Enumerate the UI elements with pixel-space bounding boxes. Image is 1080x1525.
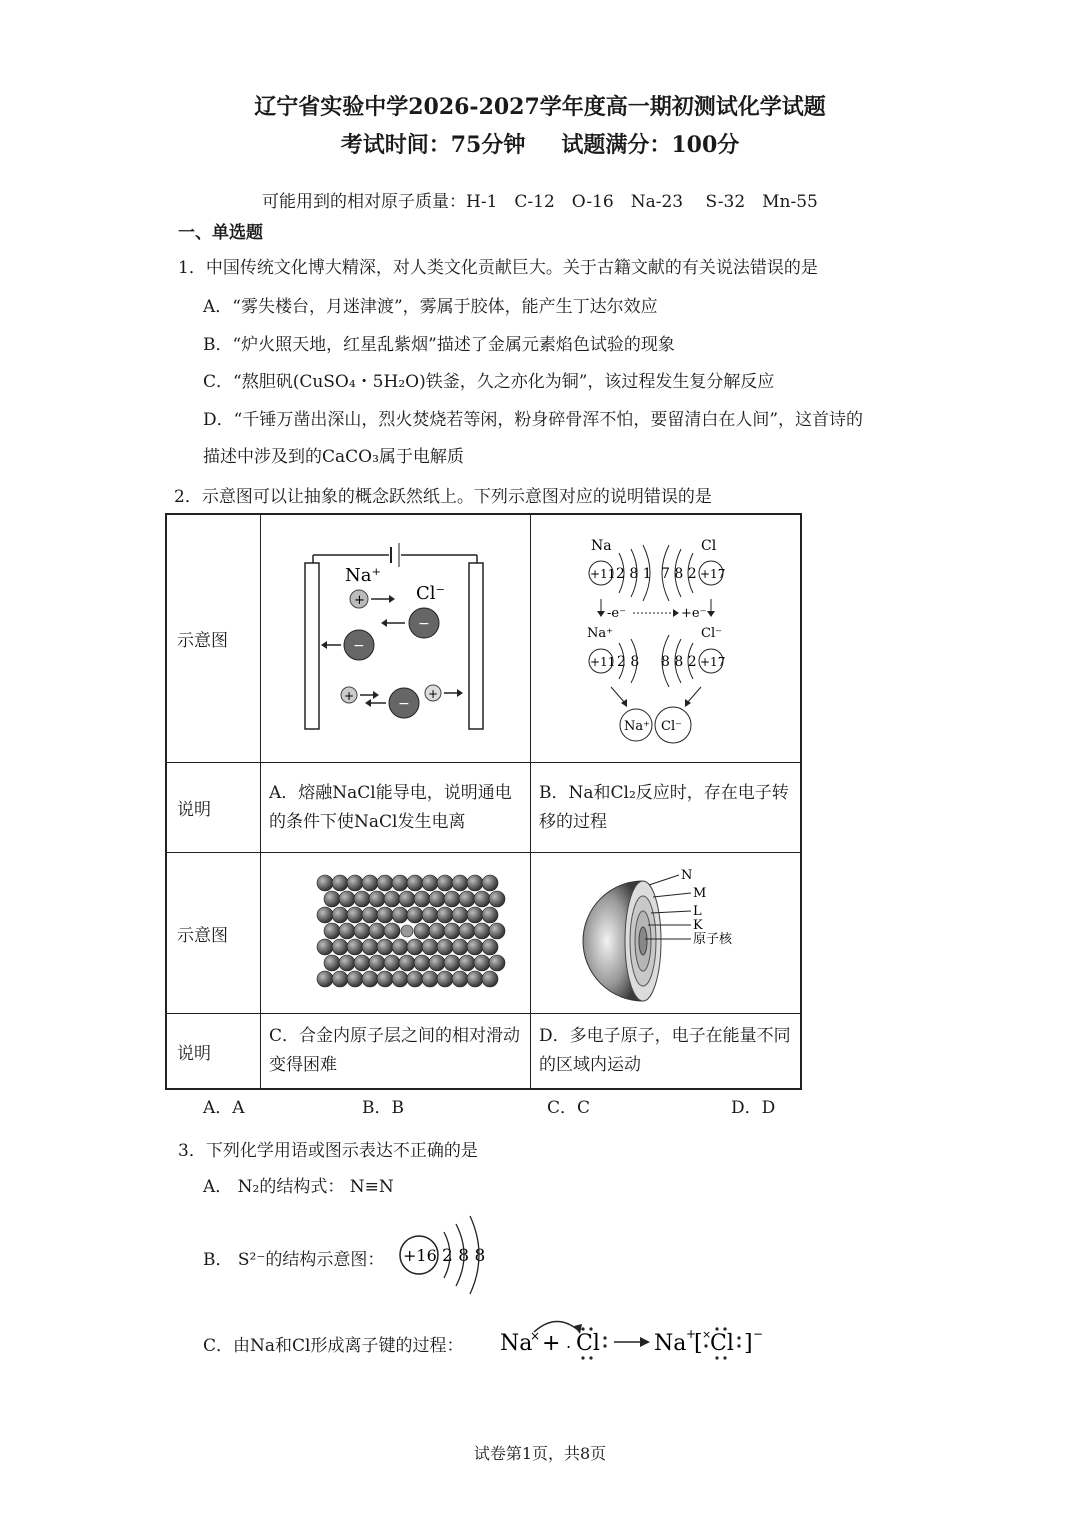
lattice-atom	[392, 907, 408, 923]
lattice-atom	[369, 923, 385, 939]
exam-subtitle	[0, 128, 1080, 159]
svg-text:+: +	[428, 687, 439, 701]
ionic-bond-formation	[496, 1312, 766, 1368]
n2-structural-formula: N≡N	[349, 1177, 394, 1197]
svg-text:Cl⁻: Cl⁻	[661, 719, 682, 734]
q3-option-c-label: C．由Na和Cl形成离子键的过程：	[203, 1336, 464, 1356]
q2-choice-c: C．C	[547, 1098, 591, 1118]
lattice-atom	[317, 971, 333, 987]
svg-text:−: −	[418, 616, 430, 632]
electron-transfer-diagram	[531, 517, 781, 760]
q1-option-d-cont: 描述中涉及到的CaCO₃属于电解质	[203, 447, 464, 467]
lattice-atom	[347, 907, 363, 923]
lattice-atom	[399, 955, 415, 971]
lattice-atom	[317, 875, 333, 891]
reactant-cl: Cl	[576, 1331, 600, 1356]
lattice-atom	[401, 925, 413, 937]
lattice-atom	[459, 955, 475, 971]
lattice-atom	[347, 971, 363, 987]
lattice-atom	[347, 939, 363, 955]
svg-text:.: .	[566, 1333, 572, 1352]
lattice-atom	[384, 923, 400, 939]
q2-choice-a: A．A	[203, 1098, 245, 1118]
lattice-atom	[377, 971, 393, 987]
diagram-d	[531, 853, 802, 1014]
svg-text:×: ×	[702, 1328, 712, 1341]
lattice-atom	[332, 907, 348, 923]
cl-atom-label: Cl	[701, 538, 717, 554]
svg-text:×: ×	[530, 1329, 541, 1343]
row-label-diagram-2: 示意图	[166, 853, 261, 1014]
lattice-atom	[369, 955, 385, 971]
lattice-atom	[482, 907, 498, 923]
lattice-atom	[474, 891, 490, 907]
lattice-atom	[444, 923, 460, 939]
lattice-atom	[362, 875, 378, 891]
lattice-atom	[377, 907, 393, 923]
lattice-atom	[339, 891, 355, 907]
lattice-atom	[354, 955, 370, 971]
q1-option-b: B．“炉火照天地，红星乱紫烟”描述了金属元素焰色试验的现象	[203, 335, 675, 355]
desc-d: D．多电子原子，电子在能量不同的区域内运动	[531, 1014, 802, 1090]
lattice-atom	[452, 971, 468, 987]
svg-text:+11: +11	[590, 655, 616, 669]
lattice-atom	[414, 891, 430, 907]
lattice-atom	[422, 907, 438, 923]
lattice-atom	[489, 955, 505, 971]
lattice-atom	[339, 955, 355, 971]
q2-choice-b: B．B	[362, 1098, 404, 1118]
lattice-atom	[467, 875, 483, 891]
diagram-a	[261, 514, 531, 763]
lattice-atom	[474, 955, 490, 971]
lattice-atom	[437, 939, 453, 955]
lattice-atom	[407, 971, 423, 987]
q1-option-c: C．“熬胆矾(CuSO₄・5H₂O)铁釜，久之亦化为铜”，该过程发生复分解反应	[203, 372, 775, 392]
svg-text:]: ]	[744, 1331, 753, 1356]
svg-text:−: −	[753, 1327, 764, 1341]
desc-c: C．合金内原子层之间的相对滑动变得困难	[261, 1014, 531, 1090]
desc-a: A．熔融NaCl能导电，说明通电的条件下使NaCl发生电离	[261, 763, 531, 853]
lattice-atom	[354, 923, 370, 939]
svg-text:-e⁻: -e⁻	[607, 606, 626, 621]
lattice-atom	[429, 955, 445, 971]
q2-stem: 2．示意图可以让抽象的概念跃然纸上。下列示意图对应的说明错误的是	[174, 487, 712, 507]
lattice-atom	[489, 923, 505, 939]
lattice-atom	[384, 891, 400, 907]
lattice-atom	[459, 891, 475, 907]
lattice-atom	[362, 907, 378, 923]
na-ion-b-label: Na⁺	[587, 626, 613, 641]
lattice-atom	[467, 971, 483, 987]
lattice-atom	[474, 923, 490, 939]
desc-b: B．Na和Cl₂反应时，存在电子转移的过程	[531, 763, 802, 853]
lattice-atom	[317, 907, 333, 923]
q1-option-d: D．“千锤万凿出深山，烈火焚烧若等闲，粉身碎骨浑不怕，要留清白在人间”，这首诗的	[203, 410, 864, 430]
shell-l-label: L	[693, 904, 702, 919]
atomic-masses: 可能用到的相对原子质量：H-1 C-12 O-16 Na-23 S-32 Mn-55	[262, 192, 818, 212]
lattice-atom	[414, 923, 430, 939]
alloy-lattice-diagram	[261, 853, 530, 1013]
lattice-atom	[392, 971, 408, 987]
lattice-atom	[369, 891, 385, 907]
shell-m-label: M	[693, 886, 707, 901]
svg-text:+e⁻: +e⁻	[681, 606, 707, 621]
lattice-atom	[347, 875, 363, 891]
lattice-atom	[422, 875, 438, 891]
exam-title: 辽宁省实验中学2026-2027学年度高一期初测试化学试题	[254, 94, 826, 120]
svg-text:+: +	[344, 689, 355, 703]
na-atom-label: Na	[591, 538, 612, 554]
lattice-atom	[429, 923, 445, 939]
svg-text:+11: +11	[590, 567, 616, 581]
svg-text:−: −	[353, 638, 365, 654]
lattice-atom	[482, 875, 498, 891]
diagram-c	[261, 853, 531, 1014]
lattice-atom	[332, 971, 348, 987]
lattice-atom	[362, 971, 378, 987]
lattice-atom	[324, 923, 340, 939]
svg-text:8 8 2: 8 8 2	[661, 654, 697, 670]
na-ion-label: Na⁺	[345, 565, 381, 586]
lattice-atom	[407, 875, 423, 891]
electrolysis-diagram	[261, 515, 530, 758]
row-label-desc-1: 说明	[166, 763, 261, 853]
lattice-atom	[392, 875, 408, 891]
svg-text:2 8 1: 2 8 1	[616, 566, 652, 582]
lattice-atom	[467, 939, 483, 955]
lattice-atom	[467, 907, 483, 923]
lattice-atom	[452, 907, 468, 923]
svg-text:+17: +17	[700, 655, 726, 669]
lattice-atom	[437, 907, 453, 923]
q3-a-label: A． N₂的结构式：	[203, 1177, 345, 1197]
svg-text:+17: +17	[700, 567, 726, 581]
lattice-atom	[429, 891, 445, 907]
lattice-atom	[489, 891, 505, 907]
s2-shells: 2 8 8	[442, 1246, 486, 1266]
svg-text:+: +	[686, 1327, 697, 1341]
svg-text:7 8 2: 7 8 2	[661, 566, 697, 582]
q2-table	[165, 513, 802, 1090]
lattice-atom	[414, 955, 430, 971]
shell-n-label: N	[681, 868, 693, 883]
q1-stem: 1．中国传统文化博大精深，对人类文化贡献巨大。关于古籍文献的有关说法错误的是	[178, 258, 818, 278]
row-label-desc-2: 说明	[166, 1014, 261, 1090]
lattice-atom	[317, 939, 333, 955]
exam-score: 试题满分：100分	[561, 132, 740, 158]
svg-text:+: +	[542, 1331, 561, 1356]
atom-shell-diagram	[531, 853, 800, 1013]
svg-text:[: [	[694, 1331, 703, 1356]
lattice-atom	[324, 955, 340, 971]
shell-k-label: K	[693, 918, 703, 933]
svg-text:−: −	[398, 696, 410, 712]
lattice-atom	[384, 955, 400, 971]
lattice-atom	[407, 907, 423, 923]
lattice-atom	[377, 875, 393, 891]
lattice-atom	[354, 891, 370, 907]
product-cl: Cl	[710, 1331, 734, 1356]
cl-ion-b-label: Cl⁻	[701, 626, 722, 641]
row-label-diagram: 示意图	[166, 514, 261, 763]
lattice-atom	[482, 971, 498, 987]
lattice-atom	[332, 875, 348, 891]
lattice-atom	[422, 939, 438, 955]
lattice-atom	[339, 923, 355, 939]
page-footer: 试卷第1页，共8页	[473, 1444, 607, 1463]
q3-option-b-label: B． S²⁻的结构示意图：	[203, 1250, 385, 1270]
lattice-atom	[444, 955, 460, 971]
nucleus-label: 原子核	[693, 932, 733, 947]
q3-stem: 3．下列化学用语或图示表达不正确的是	[178, 1141, 478, 1161]
lattice-atom	[407, 939, 423, 955]
s2-nucleus: +16	[403, 1246, 437, 1265]
svg-text:Na⁺: Na⁺	[624, 719, 650, 734]
lattice-atom	[324, 891, 340, 907]
lattice-atom	[362, 939, 378, 955]
lattice-atom	[399, 891, 415, 907]
lattice-atom	[422, 971, 438, 987]
svg-text:+: +	[354, 593, 365, 608]
diagram-b	[531, 514, 802, 763]
q2-choice-d: D．D	[731, 1098, 776, 1118]
lattice-atom	[459, 923, 475, 939]
lattice-atom	[482, 939, 498, 955]
section-heading: 一、单选题	[178, 223, 263, 243]
product-na: Na	[654, 1331, 687, 1356]
cl-ion-label: Cl⁻	[416, 583, 446, 604]
lattice-atom	[452, 939, 468, 955]
lattice-atom	[444, 891, 460, 907]
lattice-atom	[437, 971, 453, 987]
svg-text:2 8: 2 8	[617, 654, 640, 670]
lattice-atom	[437, 875, 453, 891]
reactant-na: Na	[500, 1331, 533, 1356]
lattice-atom	[377, 939, 393, 955]
lattice-atom	[332, 939, 348, 955]
q3-option-a	[203, 1172, 394, 1197]
exam-time: 考试时间：75分钟	[340, 132, 526, 158]
lattice-atom	[392, 939, 408, 955]
lattice-atom	[452, 875, 468, 891]
s2-ion-diagram	[394, 1210, 504, 1300]
q1-option-a: A．“雾失楼台，月迷津渡”，雾属于胶体，能产生丁达尔效应	[203, 297, 658, 317]
